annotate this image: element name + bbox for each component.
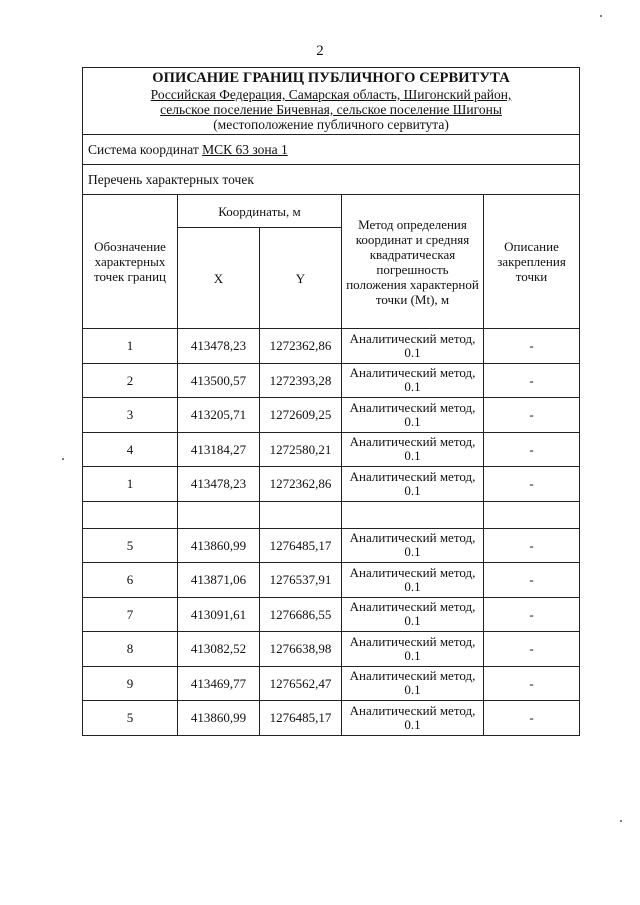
cell-x: 413091,61 — [178, 597, 260, 632]
table-row — [83, 632, 580, 667]
table-row — [83, 432, 580, 467]
document-title: ОПИСАНИЕ ГРАНИЦ ПУБЛИЧНОГО СЕРВИТУТА — [152, 70, 510, 86]
location-caption: (местоположение публичного сервитута) — [213, 117, 449, 132]
cell-x: 413860,99 — [178, 701, 260, 736]
table-row — [83, 467, 580, 502]
column-coordinates: Координаты, м — [178, 195, 342, 228]
cell-y: 1276638,98 — [260, 632, 342, 667]
cell-x: 413860,99 — [178, 528, 260, 563]
cell-point: 1 — [83, 329, 178, 364]
column-method: Метод определения координат и средняя квадратическая погрешность положения характерной точки (Mt), м — [342, 195, 484, 329]
location-line-2: сельское поселение Бичевная, сельское поселение Шигоны — [160, 102, 502, 117]
cell-y: 1272362,86 — [260, 467, 342, 502]
cell-y: 1272609,25 — [260, 398, 342, 433]
cell-point: 6 — [83, 563, 178, 598]
table-row — [83, 528, 580, 563]
column-fixing: Описание закрепления точки — [484, 195, 580, 329]
cell-fixing: - — [484, 329, 580, 364]
column-designation: Обозначение характерных точек границ — [83, 195, 178, 329]
table-row — [83, 563, 580, 598]
scan-speck — [62, 458, 64, 460]
separator-row — [83, 501, 580, 528]
cell-point: 2 — [83, 363, 178, 398]
cell-method: Аналитический метод, 0.1 — [342, 632, 484, 667]
empty-cell — [484, 501, 580, 528]
cell-method: Аналитический метод, 0.1 — [342, 666, 484, 701]
empty-cell — [178, 501, 260, 528]
points-list-title-row — [83, 165, 580, 195]
cell-fixing: - — [484, 432, 580, 467]
coordinate-system — [83, 135, 580, 165]
cell-y: 1272362,86 — [260, 329, 342, 364]
cell-y: 1272580,21 — [260, 432, 342, 467]
cell-point: 7 — [83, 597, 178, 632]
table-row — [83, 363, 580, 398]
table-row — [83, 398, 580, 433]
coordinate-system-value: МСК 63 зона 1 — [202, 142, 288, 157]
cell-method: Аналитический метод, 0.1 — [342, 432, 484, 467]
cell-method: Аналитический метод, 0.1 — [342, 329, 484, 364]
cell-point: 9 — [83, 666, 178, 701]
cell-x: 413871,06 — [178, 563, 260, 598]
empty-cell — [342, 501, 484, 528]
empty-cell — [260, 501, 342, 528]
cell-method: Аналитический метод, 0.1 — [342, 563, 484, 598]
cell-x: 413478,23 — [178, 329, 260, 364]
servitude-boundary-table — [82, 67, 580, 736]
scan-speck — [620, 820, 622, 822]
cell-x: 413082,52 — [178, 632, 260, 667]
cell-fixing: - — [484, 632, 580, 667]
cell-x: 413469,77 — [178, 666, 260, 701]
location-line-1: Российская Федерация, Самарская область, Шигонский район, — [150, 87, 512, 102]
table-row — [83, 597, 580, 632]
cell-method: Аналитический метод, 0.1 — [342, 363, 484, 398]
column-y: Y — [260, 228, 342, 329]
cell-point: 5 — [83, 701, 178, 736]
table-row — [83, 666, 580, 701]
cell-x: 413500,57 — [178, 363, 260, 398]
cell-point: 3 — [83, 398, 178, 433]
cell-fixing: - — [484, 467, 580, 502]
page-number: 2 — [316, 43, 324, 59]
cell-fixing: - — [484, 398, 580, 433]
column-header-row-1 — [83, 195, 580, 228]
cell-x: 413478,23 — [178, 467, 260, 502]
table-row — [83, 329, 580, 364]
cell-x: 413205,71 — [178, 398, 260, 433]
cell-fixing: - — [484, 363, 580, 398]
cell-fixing: - — [484, 597, 580, 632]
cell-method: Аналитический метод, 0.1 — [342, 597, 484, 632]
coordinate-system-row — [83, 135, 580, 165]
cell-method: Аналитический метод, 0.1 — [342, 398, 484, 433]
cell-point: 5 — [83, 528, 178, 563]
points-list-title: Перечень характерных точек — [83, 165, 580, 195]
cell-method: Аналитический метод, 0.1 — [342, 467, 484, 502]
table-row — [83, 701, 580, 736]
scan-speck — [600, 15, 602, 17]
cell-fixing: - — [484, 701, 580, 736]
cell-y: 1276686,55 — [260, 597, 342, 632]
empty-cell — [83, 501, 178, 528]
cell-fixing: - — [484, 528, 580, 563]
cell-y: 1276562,47 — [260, 666, 342, 701]
cell-method: Аналитический метод, 0.1 — [342, 701, 484, 736]
cell-method: Аналитический метод, 0.1 — [342, 528, 484, 563]
cell-fixing: - — [484, 563, 580, 598]
header-row — [83, 68, 580, 135]
cell-point: 4 — [83, 432, 178, 467]
cell-fixing: - — [484, 666, 580, 701]
column-x: X — [178, 228, 260, 329]
coordinate-system-label: Система координат — [88, 142, 199, 157]
cell-y: 1272393,28 — [260, 363, 342, 398]
cell-point: 1 — [83, 467, 178, 502]
cell-x: 413184,27 — [178, 432, 260, 467]
cell-y: 1276485,17 — [260, 701, 342, 736]
cell-point: 8 — [83, 632, 178, 667]
document-header — [83, 68, 580, 135]
cell-y: 1276485,17 — [260, 528, 342, 563]
cell-y: 1276537,91 — [260, 563, 342, 598]
